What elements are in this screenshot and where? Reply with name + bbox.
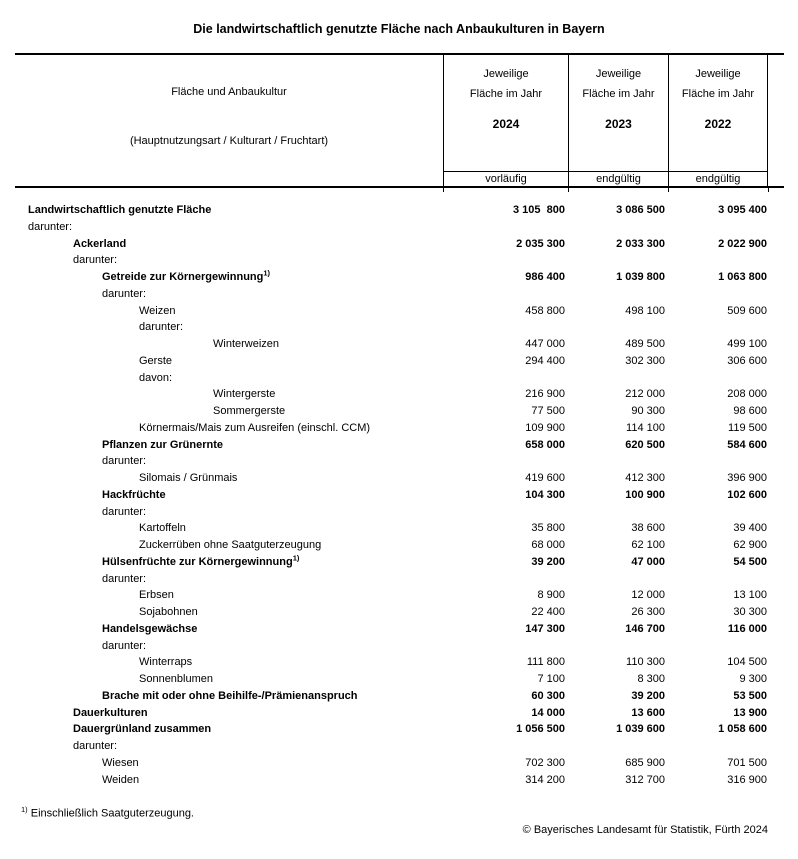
- table-row: [15, 455, 784, 472]
- row-value-2022: 102 600: [727, 488, 767, 501]
- row-label: darunter:: [102, 287, 147, 300]
- table-row: [15, 338, 784, 355]
- row-value-2023: 3 086 500: [616, 204, 665, 216]
- row-value-2024: 68 000: [531, 539, 565, 551]
- row-value-2022: 62 900: [733, 539, 767, 551]
- row-label: Brache mit oder ohne Beihilfe-/Prämienanspruch: [102, 689, 358, 702]
- table-row: [15, 254, 784, 271]
- table-row: [15, 553, 784, 573]
- table-row: [15, 522, 784, 539]
- footnote: [21, 805, 194, 820]
- row-value-2023: 212 000: [625, 388, 665, 401]
- row-label: Sojabohnen: [139, 606, 198, 618]
- row-value-2024: 1 056 500: [516, 723, 565, 736]
- row-value-2023: 2 033 300: [616, 237, 665, 250]
- row-label: Winterweizen: [213, 338, 280, 350]
- table-row: [15, 405, 784, 422]
- table-row: [15, 221, 784, 238]
- row-value-2022: 701 500: [727, 756, 767, 769]
- row-value-2023: 47 000: [631, 555, 665, 568]
- table-row: [15, 673, 784, 690]
- footnote-text: Einschließlich Saatguterzeugung.: [27, 807, 194, 820]
- table-row: [15, 589, 784, 606]
- year-value: 2022: [704, 117, 732, 131]
- table-row: [15, 472, 784, 489]
- row-value-2024: 702 300: [525, 756, 565, 769]
- row-label: davon:: [139, 371, 173, 384]
- row-value-2024: 104 300: [525, 488, 565, 501]
- row-label: darunter:: [102, 639, 147, 652]
- row-label: darunter:: [102, 455, 147, 468]
- row-label: Sommergerste: [213, 405, 286, 417]
- row-value-2024: 14 000: [531, 706, 565, 719]
- row-value-2023: 114 100: [626, 421, 665, 434]
- table-header: [15, 53, 784, 188]
- row-value-2024: 447 000: [525, 338, 565, 350]
- row-value-2022: 13 100: [733, 589, 767, 602]
- status-cell: endgültig: [569, 171, 668, 186]
- header-column-2023: [568, 55, 668, 186]
- row-value-2023: 312 700: [625, 773, 665, 786]
- row-value-2024: 111 800: [526, 656, 565, 669]
- table-row: [15, 656, 784, 673]
- row-label: Wiesen: [102, 756, 139, 769]
- row-value-2023: 498 100: [625, 304, 665, 317]
- row-value-2023: 13 600: [631, 706, 665, 719]
- row-value-2023: 302 300: [625, 354, 665, 367]
- row-label: Landwirtschaftlich genutzte Fläche: [28, 204, 212, 216]
- row-label: Silomais / Grünmais: [139, 472, 238, 484]
- row-label: darunter:: [73, 740, 118, 752]
- row-value-2023: 146 700: [625, 622, 665, 635]
- row-value-2024: 986 400: [525, 271, 565, 283]
- row-label: Dauergrünland zusammen: [73, 723, 212, 736]
- row-value-2023: 1 039 800: [616, 271, 665, 283]
- table-row: [15, 355, 784, 372]
- row-value-2022: 1 063 800: [718, 271, 767, 283]
- row-value-2023: 62 100: [631, 539, 665, 551]
- row-value-2022: 9 300: [739, 673, 767, 685]
- table-row: [15, 268, 784, 288]
- row-value-2024: 216 900: [525, 388, 565, 401]
- row-label: Gerste: [139, 354, 173, 367]
- row-label: Getreide zur Körnergewinnung$^{1)}$: [102, 268, 271, 283]
- table-row: [15, 321, 784, 338]
- row-value-2023: 620 500: [625, 438, 665, 451]
- row-value-2024: 109 900: [525, 421, 565, 434]
- header-label-cell: [15, 55, 443, 186]
- row-value-2024: 7 100: [537, 673, 565, 685]
- row-value-2022: 208 000: [727, 388, 767, 401]
- table-row: [15, 707, 784, 724]
- table-body: [15, 188, 784, 790]
- table-row: [15, 539, 784, 556]
- table-row: [15, 305, 784, 322]
- row-value-2024: 60 300: [531, 689, 565, 702]
- table-row: [15, 774, 784, 791]
- row-value-2023: 38 600: [631, 522, 665, 535]
- row-value-2022: 39 400: [733, 522, 767, 535]
- row-label: Kartoffeln: [139, 522, 186, 535]
- table-row: [15, 372, 784, 389]
- row-value-2022: 306 600: [727, 354, 767, 367]
- row-value-2023: 412 300: [625, 472, 665, 484]
- row-label: Erbsen: [139, 589, 174, 602]
- row-value-2024: 22 400: [531, 606, 565, 618]
- row-value-2023: 1 039 600: [616, 723, 665, 736]
- row-value-2022: 3 095 400: [718, 204, 767, 216]
- header-spacer: [768, 55, 784, 186]
- copyright: © Bayerisches Landesamt für Statistik, Fürth 2024: [522, 824, 768, 836]
- row-value-2022: 499 100: [727, 338, 767, 350]
- row-value-2022: 13 900: [733, 706, 767, 719]
- row-label: Dauerkulturen: [73, 706, 148, 719]
- row-value-2024: 458 800: [525, 304, 565, 317]
- header-label-line2: (Hauptnutzungsart / Kulturart / Fruchtart): [129, 135, 329, 147]
- row-value-2023: 489 500: [625, 338, 665, 350]
- row-label: Ackerland: [73, 237, 127, 250]
- row-label: Winterraps: [139, 656, 193, 669]
- row-value-2023: 12 000: [631, 589, 665, 602]
- row-label: Wintergerste: [213, 388, 276, 401]
- row-value-2022: 116 000: [727, 622, 767, 635]
- table-row: [15, 388, 784, 405]
- row-label: Zuckerrüben ohne Saatguterzeugung: [139, 539, 322, 551]
- row-value-2022: 1 058 600: [718, 723, 767, 736]
- row-value-2022: 316 900: [727, 773, 767, 786]
- row-label: Weiden: [102, 773, 140, 786]
- row-value-2022: 104 500: [727, 656, 767, 669]
- year-caption: Jeweilige Fläche im Jahr: [469, 68, 543, 100]
- table-row: [15, 288, 784, 305]
- row-value-2023: 8 300: [637, 673, 665, 685]
- row-label: Sonnenblumen: [139, 673, 214, 685]
- row-label: darunter:: [28, 220, 73, 233]
- row-value-2023: 110 300: [626, 656, 665, 669]
- row-value-2024: 3 105 800: [513, 204, 565, 216]
- table-row: [15, 422, 784, 439]
- row-value-2024: 314 200: [525, 773, 565, 786]
- table-row: [15, 204, 784, 221]
- header-column-2024: [443, 55, 568, 186]
- page-title: Die landwirtschaftlich genutzte Fläche nach Anbaukulturen in Bayern: [193, 22, 605, 36]
- row-value-2022: 53 500: [733, 689, 767, 702]
- row-label: Körnermais/Mais zum Ausreifen (einschl. CCM): [139, 421, 371, 434]
- header-label-line1: Fläche und Anbaukultur: [171, 86, 287, 98]
- table-row: [15, 623, 784, 640]
- footnote-ref: 1): [263, 268, 271, 278]
- row-value-2024: 8 900: [537, 589, 565, 602]
- table-row: [15, 606, 784, 623]
- row-value-2023: 39 200: [631, 689, 665, 702]
- row-value-2023: 90 300: [631, 405, 665, 417]
- row-value-2024: 658 000: [525, 438, 565, 451]
- table-row: [15, 723, 784, 740]
- row-value-2024: 294 400: [525, 354, 565, 367]
- footnote-ref: 1): [292, 553, 300, 563]
- row-value-2022: 2 022 900: [718, 237, 767, 250]
- row-value-2022: 584 600: [727, 438, 767, 451]
- row-label: Handelsgewächse: [102, 622, 198, 635]
- row-label: Hackfrüchte: [102, 488, 166, 501]
- row-label: darunter:: [73, 254, 118, 267]
- row-value-2022: 98 600: [733, 405, 767, 417]
- row-value-2023: 100 900: [625, 488, 665, 501]
- row-label: Pflanzen zur Grünernte: [102, 438, 224, 451]
- table-row: [15, 690, 784, 707]
- footnote-marker: 1): [21, 805, 28, 814]
- row-label: darunter:: [139, 321, 184, 334]
- row-label: Hülsenfrüchte zur Körnergewinnung$^{1)}$: [102, 553, 300, 568]
- status-cell: endgültig: [669, 171, 767, 186]
- year-value: 2023: [605, 117, 632, 131]
- table-row: [15, 757, 784, 774]
- table-row: [15, 489, 784, 506]
- table-row: [15, 238, 784, 255]
- row-label: Weizen: [139, 304, 176, 317]
- row-value-2022: 30 300: [733, 606, 767, 618]
- status-cell: vorläufig: [444, 171, 568, 186]
- row-value-2023: 26 300: [631, 606, 665, 618]
- row-value-2024: 35 800: [531, 522, 565, 535]
- row-value-2022: 509 600: [727, 304, 767, 317]
- table-row: [15, 740, 784, 757]
- row-value-2024: 77 500: [531, 405, 565, 417]
- row-value-2022: 396 900: [727, 472, 767, 484]
- row-value-2024: 39 200: [531, 555, 565, 568]
- header-column-2022: [668, 55, 768, 186]
- table-row: [15, 573, 784, 590]
- row-value-2024: 2 035 300: [516, 237, 565, 250]
- row-value-2022: 119 500: [728, 421, 767, 434]
- year-caption: Jeweilige Fläche im Jahr: [582, 68, 655, 100]
- table-row: [15, 439, 784, 456]
- row-value-2023: 685 900: [625, 756, 665, 769]
- row-label: darunter:: [102, 505, 147, 518]
- row-value-2022: 54 500: [733, 555, 767, 568]
- row-label: darunter:: [102, 572, 147, 585]
- year-caption: Jeweilige Fläche im Jahr: [681, 68, 755, 100]
- table-row: [15, 506, 784, 523]
- row-value-2024: 419 600: [525, 472, 565, 484]
- table-row: [15, 640, 784, 657]
- row-value-2024: 147 300: [525, 622, 565, 635]
- year-value: 2024: [492, 117, 520, 131]
